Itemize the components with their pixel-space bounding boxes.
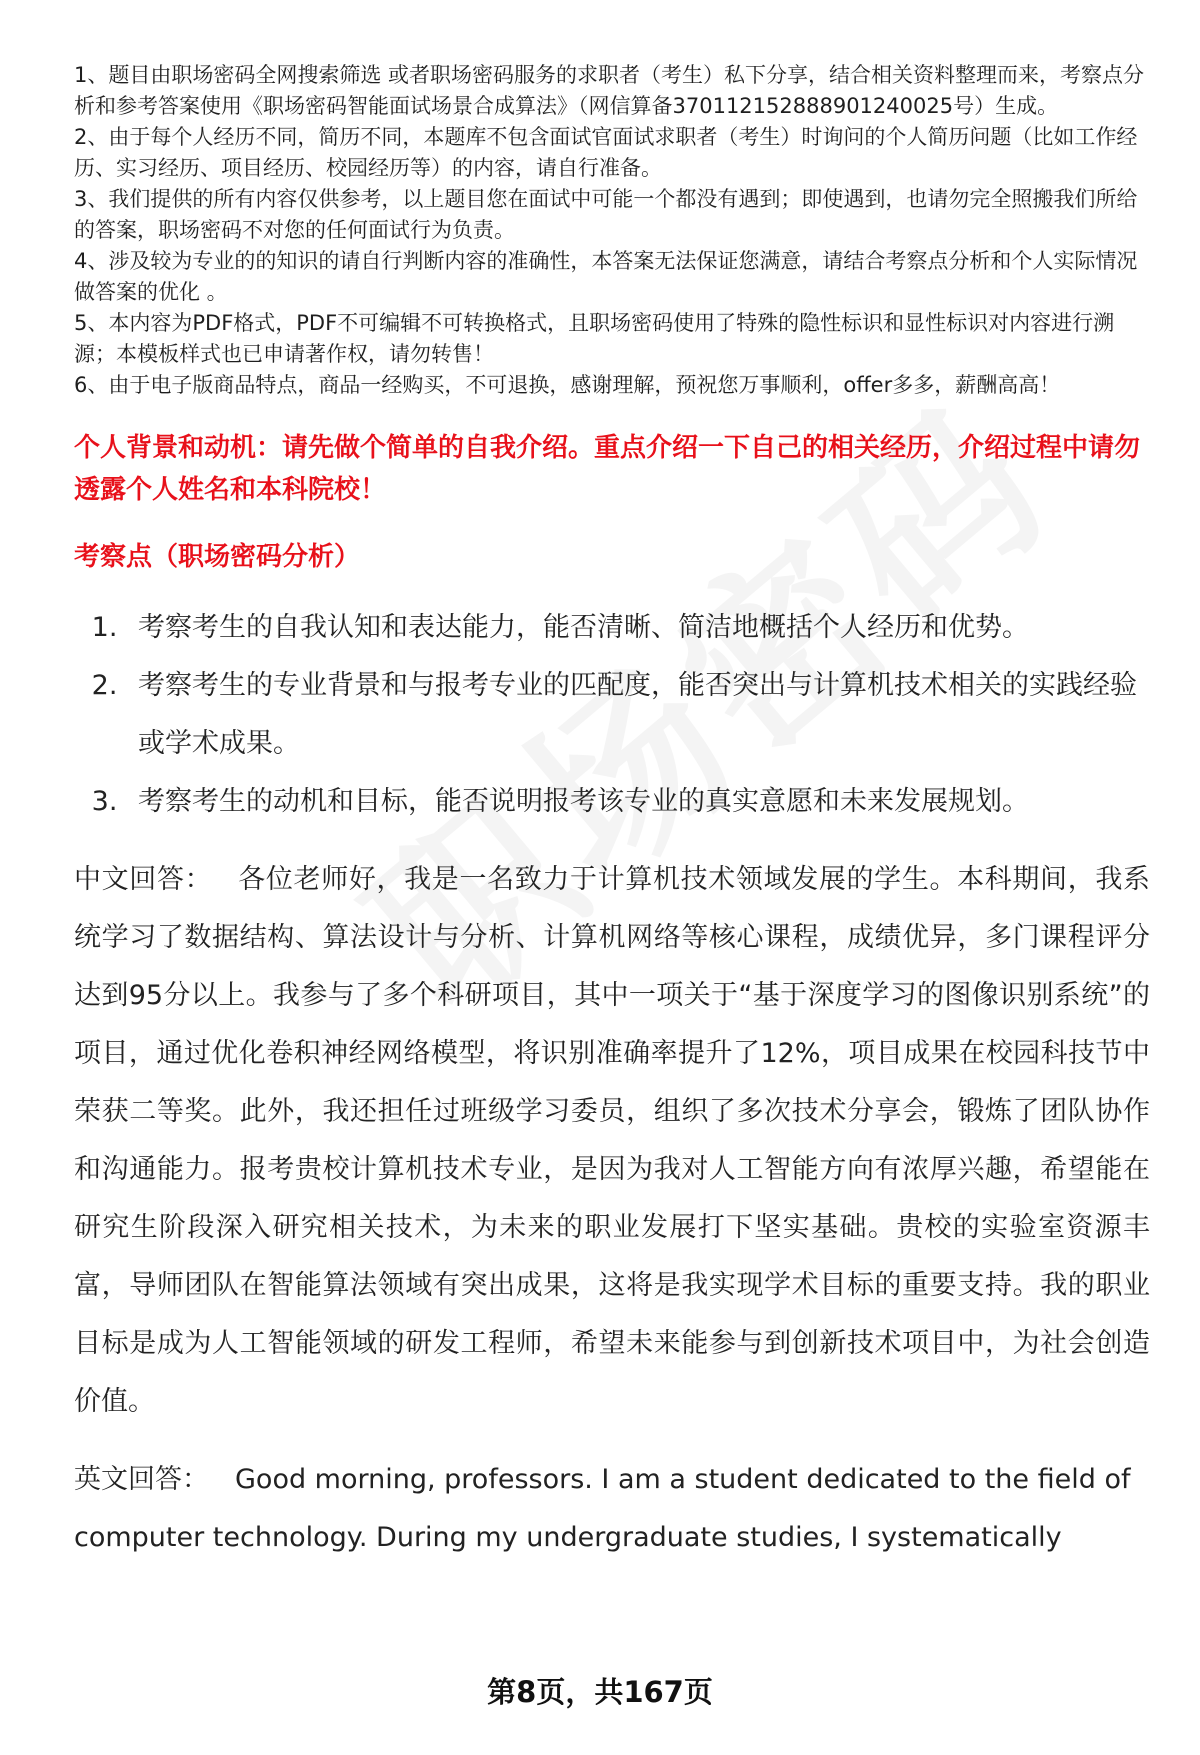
answer-english-text: Good morning, professors. I am a student dedicated to the field of computer technology. During my undergraduate studies, I systematically bbox=[74, 1464, 1131, 1553]
document-page bbox=[74, 60, 1150, 1567]
note-item: 2、由于每个人经历不同，简历不同，本题库不包含面试官面试求职者（考生）时询问的个人简历问题（比如工作经历、实习经历、项目经历、校园经历等）的内容，请自行准备。 bbox=[74, 125, 1138, 180]
answer-chinese-text: 各位老师好，我是一名致力于计算机技术领域发展的学生。本科期间，我系统学习了数据结构、算法设计与分析、计算机网络等核心课程，成绩优异，多门课程评分达到95分以上。我参与了多个科研项目，其中一项关于“基于深度学习的图像识别系统”的项目，通过优化卷积神经网络模型，将识别准确率提升了12%，项目成果在校园科技节中荣获二等奖。此外，我还担任过班级学习委员，组织了多次技术分享会，锻炼了团队协作和沟通能力。报考贵校计算机技术专业，是因为我对人工智能方向有浓厚兴趣，希望能在研究生阶段深入研究相关技术，为未来的职业发展打下坚实基础。贵校的实验室资源丰富，导师团队在智能算法领域有突出成果，这将是我实现学术目标的重要支持。我的职业目标是成为人工智能领域的研发工程师，希望未来能参与到创新技术项目中，为社会创造价值。 bbox=[74, 864, 1151, 1417]
note-item: 1、题目由职场密码全网搜索筛选 或者职场密码服务的求职者（考生）私下分享，结合相关资料整理而来，考察点分析和参考答案使用《职场密码智能面试场景合成算法》（网信算备370112152888901240025号）生成。 bbox=[74, 63, 1145, 118]
analysis-heading: 考察点（职场密码分析） bbox=[74, 542, 361, 572]
analysis-point: 2. 考察考生的专业背景和与报考专业的匹配度，能否突出与计算机技术相关的实践经验或学术成果。 bbox=[126, 657, 1150, 773]
answer-english bbox=[74, 1451, 1150, 1567]
answer-english-label: 英文回答： bbox=[74, 1464, 209, 1495]
analysis-points bbox=[74, 599, 1150, 831]
note-item: 3、我们提供的所有内容仅供参考，以上题目您在面试中可能一个都没有遇到；即使遇到，也请勿完全照搬我们所给的答案，职场密码不对您的任何面试行为负责。 bbox=[74, 187, 1138, 242]
disclaimer-notes bbox=[74, 60, 1150, 401]
analysis-point: 1. 考察考生的自我认知和表达能力，能否清晰、简洁地概括个人经历和优势。 bbox=[126, 599, 1150, 657]
analysis-point: 3. 考察考生的动机和目标，能否说明报考该专业的真实意愿和未来发展规划。 bbox=[126, 773, 1150, 831]
page-number-footer: 第8页，共167页 bbox=[487, 1675, 713, 1709]
note-item: 6、由于电子版商品特点，商品一经购买，不可退换，感谢理解，预祝您万事顺利，offer多多，薪酬高高！ bbox=[74, 373, 1061, 397]
note-item: 4、涉及较为专业的的知识的请自行判断内容的准确性，本答案无法保证您满意，请结合考察点分析和个人实际情况做答案的优化 。 bbox=[74, 249, 1138, 304]
question-title: 个人背景和动机：请先做个简单的自我介绍。重点介绍一下自己的相关经历，介绍过程中请勿透露个人姓名和本科院校！ bbox=[74, 433, 1141, 505]
answer-chinese-label: 中文回答： bbox=[74, 864, 213, 895]
answer-chinese bbox=[74, 851, 1150, 1431]
note-item: 5、本内容为PDF格式，PDF不可编辑不可转换格式，且职场密码使用了特殊的隐性标识和显性标识对内容进行溯源；本模板样式也已申请著作权，请勿转售！ bbox=[74, 311, 1115, 366]
